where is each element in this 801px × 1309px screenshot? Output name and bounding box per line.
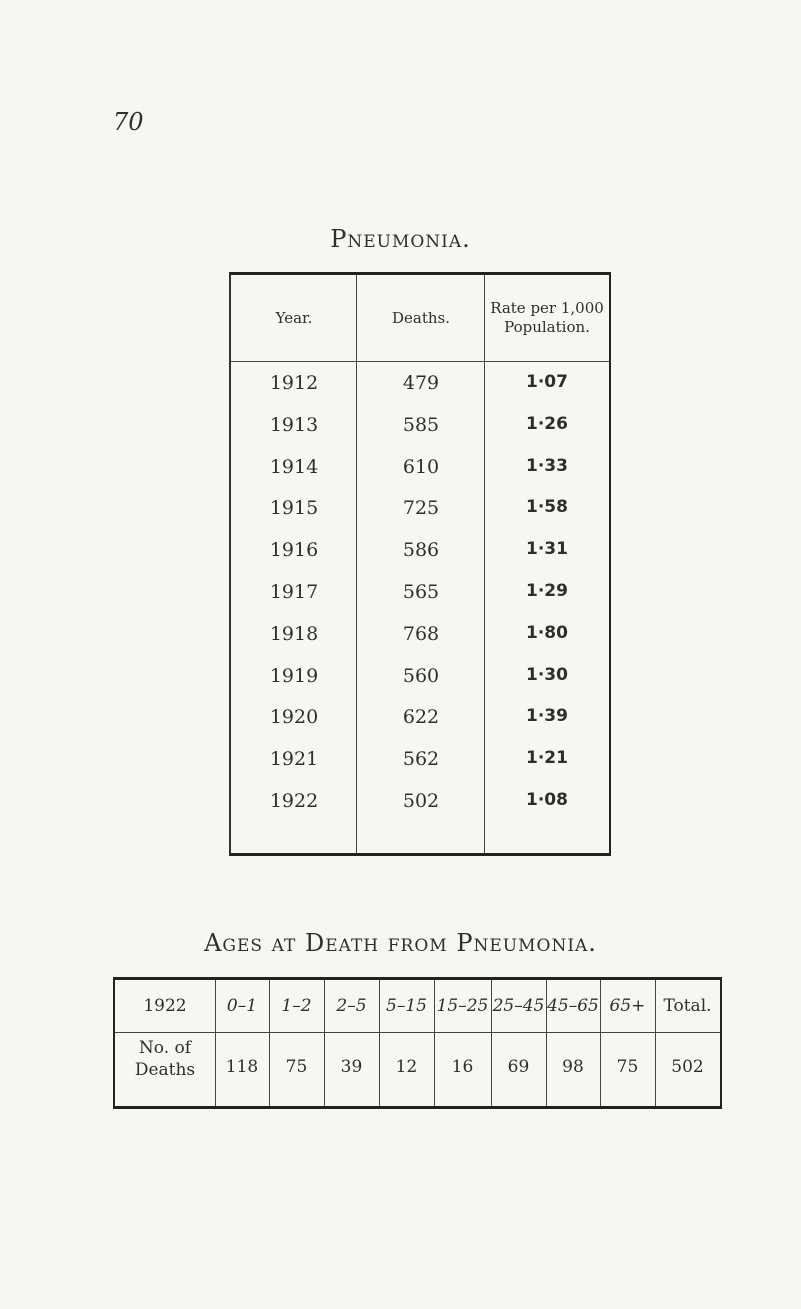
deaths-cell: 562: [402, 748, 440, 771]
table-row: [231, 665, 609, 707]
header-age-65-plus: 65+: [609, 996, 646, 1016]
rate-cell: 1·33: [526, 455, 568, 476]
rate-cell: 1·30: [526, 664, 568, 685]
table-row: [231, 414, 609, 456]
table-row: [231, 497, 609, 539]
header-deaths: Deaths.: [391, 308, 450, 327]
table-row: [231, 706, 609, 748]
rate-cell: 1·26: [526, 413, 568, 434]
year-cell: 1916: [269, 539, 319, 562]
deaths-cell: 502: [402, 789, 440, 812]
rate-cell: 1·39: [526, 706, 568, 727]
table-row: [231, 623, 609, 665]
value-cell: 75: [616, 1057, 639, 1077]
value-cell: 75: [285, 1057, 308, 1077]
deaths-cell: 610: [402, 455, 440, 478]
year-cell: 1919: [269, 664, 319, 687]
header-divider: [231, 361, 609, 362]
deaths-cell: 560: [402, 664, 440, 687]
ages-at-death-table: [113, 977, 722, 1109]
year-cell: 1917: [269, 580, 319, 603]
header-age-15-25: 15–25: [436, 996, 489, 1016]
rate-cell: 1·31: [526, 539, 568, 560]
deaths-cell: 622: [402, 706, 440, 729]
year-cell: 1920: [269, 706, 319, 729]
total-cell: 502: [671, 1057, 704, 1077]
value-cell: 16: [451, 1057, 474, 1077]
header-divider: [115, 1032, 720, 1033]
pneumonia-deaths-table: [229, 272, 611, 856]
header-year: Year.: [275, 308, 313, 327]
table-row: [231, 456, 609, 498]
value-cell: 69: [507, 1057, 530, 1077]
row-label: No. of Deaths: [134, 1038, 196, 1080]
rate-cell: 1·29: [526, 580, 568, 601]
deaths-cell: 565: [402, 580, 440, 603]
table-row: [231, 790, 609, 832]
deaths-cell: 725: [402, 497, 440, 520]
rate-cell: 1·21: [526, 748, 568, 769]
deaths-cell: 479: [402, 372, 440, 394]
year-cell: 1913: [269, 413, 319, 436]
deaths-cell: 586: [402, 539, 440, 562]
table1-title: Pneumonia.: [330, 225, 471, 253]
value-cell: 39: [340, 1057, 363, 1077]
page-number: 70: [113, 108, 144, 136]
rate-cell: 1·07: [526, 372, 568, 392]
table-row: [231, 748, 609, 790]
table2-title: Ages at Death from Pneumonia.: [204, 929, 597, 957]
header-age-1-2: 1–2: [281, 996, 312, 1016]
year-cell: 1912: [269, 372, 319, 394]
table-body: [231, 372, 609, 832]
header-age-5-15: 5–15: [386, 996, 427, 1016]
table-row: [231, 539, 609, 581]
table-row: [231, 372, 609, 414]
table-row: [231, 581, 609, 623]
year-cell: 1921: [269, 748, 319, 771]
header-age-0-1: 0–1: [226, 996, 258, 1016]
year-cell: 1922: [269, 789, 319, 812]
header-age-45-65: 45–65: [547, 996, 599, 1016]
value-cell: 98: [562, 1057, 584, 1077]
rate-cell: 1·58: [526, 497, 568, 518]
year-cell: 1918: [269, 622, 319, 645]
rate-cell: 1·08: [526, 789, 568, 810]
header-age-2-5: 2–5: [336, 996, 367, 1016]
deaths-cell: 768: [402, 622, 440, 645]
value-cell: 118: [225, 1057, 259, 1077]
header-year: 1922: [143, 996, 187, 1016]
value-cell: 12: [395, 1057, 418, 1077]
year-cell: 1914: [269, 455, 319, 478]
rate-cell: 1·80: [526, 622, 568, 643]
header-age-25-45: 25–45: [492, 996, 545, 1016]
deaths-cell: 585: [402, 413, 440, 436]
header-rate: Rate per 1,000 Population.: [490, 299, 604, 336]
header-total: Total.: [663, 996, 712, 1016]
year-cell: 1915: [269, 497, 319, 520]
